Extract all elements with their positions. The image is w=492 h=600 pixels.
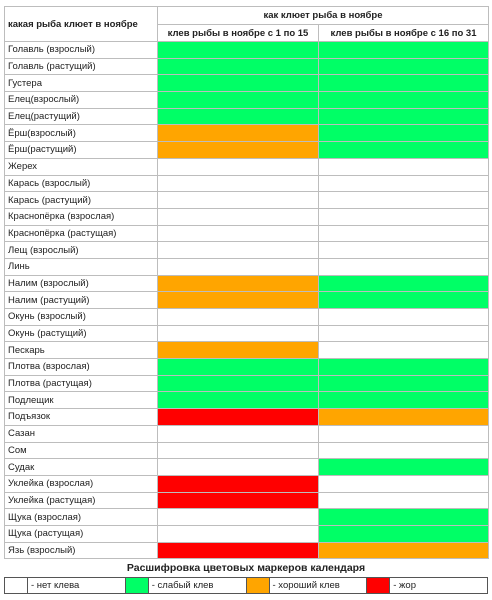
table-row xyxy=(5,258,489,275)
header-period-1: клев рыбы в ноябре с 1 по 15 xyxy=(158,25,319,42)
bite-cell-p1 xyxy=(158,359,319,376)
table-row xyxy=(5,509,489,526)
bite-cell-p2 xyxy=(319,142,489,159)
fish-name: Карась (взрослый) xyxy=(5,175,158,192)
fish-name: Подлещик xyxy=(5,392,158,409)
bite-cell-p2 xyxy=(319,58,489,75)
bite-cell-p2 xyxy=(319,75,489,92)
fish-name: Налим (растущий) xyxy=(5,292,158,309)
fish-name: Краснопёрка (растущая) xyxy=(5,225,158,242)
bite-cell-p1 xyxy=(158,309,319,326)
bite-cell-p1 xyxy=(158,158,319,175)
legend xyxy=(4,577,488,594)
bite-cell-p2 xyxy=(319,108,489,125)
bite-cell-p2 xyxy=(319,309,489,326)
bite-cell-p1 xyxy=(158,492,319,509)
table-row xyxy=(5,492,489,509)
bite-cell-p2 xyxy=(319,325,489,342)
bite-cell-p1 xyxy=(158,342,319,359)
fish-name: Ёрш(взрослый) xyxy=(5,125,158,142)
bite-cell-p2 xyxy=(319,275,489,292)
fish-name: Сазан xyxy=(5,425,158,442)
bite-cell-p2 xyxy=(319,475,489,492)
legend-label: - жор xyxy=(393,580,416,591)
bite-cell-p1 xyxy=(158,242,319,259)
bite-calendar-table xyxy=(4,6,489,559)
bite-cell-p1 xyxy=(158,409,319,426)
table-row xyxy=(5,425,489,442)
table-row xyxy=(5,108,489,125)
bite-cell-p1 xyxy=(158,509,319,526)
bite-cell-p1 xyxy=(158,292,319,309)
fish-name: Пескарь xyxy=(5,342,158,359)
bite-cell-p2 xyxy=(319,442,489,459)
bite-cell-p1 xyxy=(158,92,319,109)
bite-cell-p1 xyxy=(158,75,319,92)
bite-cell-p2 xyxy=(319,192,489,209)
fish-name: Карась (растущий) xyxy=(5,192,158,209)
bite-cell-p2 xyxy=(319,125,489,142)
bite-cell-p1 xyxy=(158,459,319,476)
bite-cell-p2 xyxy=(319,92,489,109)
bite-cell-p1 xyxy=(158,42,319,59)
bite-cell-p1 xyxy=(158,142,319,159)
fish-name: Окунь (взрослый) xyxy=(5,309,158,326)
fish-name: Щука (растущая) xyxy=(5,525,158,542)
table-body xyxy=(5,42,489,559)
header-top: как клюет рыба в ноябре xyxy=(158,7,489,25)
fish-name: Густера xyxy=(5,75,158,92)
table-row xyxy=(5,525,489,542)
fish-name: Подъязок xyxy=(5,409,158,426)
legend-item-zhor xyxy=(367,578,487,593)
table-row xyxy=(5,342,489,359)
table-row xyxy=(5,192,489,209)
fish-name: Линь xyxy=(5,258,158,275)
table-row xyxy=(5,92,489,109)
bite-cell-p1 xyxy=(158,325,319,342)
fish-name: Налим (взрослый) xyxy=(5,275,158,292)
bite-cell-p2 xyxy=(319,242,489,259)
fish-name: Щука (взрослая) xyxy=(5,509,158,526)
bite-cell-p2 xyxy=(319,509,489,526)
fish-name: Елец(растущий) xyxy=(5,108,158,125)
legend-swatch xyxy=(5,578,28,593)
fish-name: Елец(взрослый) xyxy=(5,92,158,109)
bite-cell-p2 xyxy=(319,175,489,192)
table-row xyxy=(5,542,489,559)
bite-cell-p1 xyxy=(158,125,319,142)
table-row xyxy=(5,175,489,192)
bite-cell-p1 xyxy=(158,475,319,492)
table-row xyxy=(5,275,489,292)
fish-name: Плотва (растущая) xyxy=(5,375,158,392)
bite-cell-p1 xyxy=(158,225,319,242)
fish-name: Язь (взрослый) xyxy=(5,542,158,559)
table-row xyxy=(5,225,489,242)
fish-name: Плотва (взрослая) xyxy=(5,359,158,376)
fish-name: Судак xyxy=(5,459,158,476)
table-row xyxy=(5,359,489,376)
bite-cell-p1 xyxy=(158,258,319,275)
table-row xyxy=(5,459,489,476)
fish-name: Сом xyxy=(5,442,158,459)
bite-cell-p1 xyxy=(158,108,319,125)
fish-name: Окунь (растущий) xyxy=(5,325,158,342)
bite-cell-p1 xyxy=(158,208,319,225)
legend-item-weak xyxy=(126,578,247,593)
fish-name: Ёрш(растущий) xyxy=(5,142,158,159)
bite-cell-p1 xyxy=(158,442,319,459)
bite-cell-p1 xyxy=(158,425,319,442)
header-period-2: клев рыбы в ноябре с 16 по 31 xyxy=(319,25,489,42)
bite-cell-p2 xyxy=(319,409,489,426)
bite-cell-p1 xyxy=(158,175,319,192)
bite-cell-p2 xyxy=(319,359,489,376)
table-row xyxy=(5,142,489,159)
table-row xyxy=(5,375,489,392)
legend-label: - хороший клев xyxy=(272,580,340,591)
bite-cell-p1 xyxy=(158,375,319,392)
table-row xyxy=(5,242,489,259)
legend-swatch xyxy=(247,578,270,593)
table-row xyxy=(5,125,489,142)
table-row xyxy=(5,409,489,426)
table-row xyxy=(5,292,489,309)
bite-cell-p2 xyxy=(319,542,489,559)
bite-cell-p2 xyxy=(319,525,489,542)
table-row xyxy=(5,325,489,342)
table-row xyxy=(5,42,489,59)
bite-cell-p1 xyxy=(158,525,319,542)
legend-title: Расшифровка цветовых маркеров календаря xyxy=(126,562,366,574)
fish-name: Краснопёрка (взрослая) xyxy=(5,208,158,225)
bite-cell-p2 xyxy=(319,425,489,442)
fish-name: Жерех xyxy=(5,158,158,175)
bite-cell-p2 xyxy=(319,292,489,309)
bite-cell-p2 xyxy=(319,258,489,275)
table-row xyxy=(5,208,489,225)
table-row xyxy=(5,158,489,175)
fish-name: Голавль (взрослый) xyxy=(5,42,158,59)
legend-item-none xyxy=(5,578,126,593)
bite-cell-p1 xyxy=(158,392,319,409)
bite-cell-p1 xyxy=(158,192,319,209)
bite-cell-p1 xyxy=(158,58,319,75)
bite-cell-p2 xyxy=(319,208,489,225)
bite-cell-p2 xyxy=(319,375,489,392)
fish-name: Голавль (растущий) xyxy=(5,58,158,75)
fish-name: Уклейка (взрослая) xyxy=(5,475,158,492)
header-fish: какая рыба клюет в ноябре xyxy=(5,7,158,42)
table-row xyxy=(5,309,489,326)
bite-cell-p2 xyxy=(319,158,489,175)
legend-label: - слабый клев xyxy=(151,580,214,591)
bite-cell-p2 xyxy=(319,492,489,509)
bite-cell-p1 xyxy=(158,275,319,292)
table-row xyxy=(5,475,489,492)
bite-cell-p2 xyxy=(319,42,489,59)
legend-label: - нет клева xyxy=(31,580,80,591)
bite-cell-p2 xyxy=(319,225,489,242)
bite-cell-p2 xyxy=(319,342,489,359)
legend-swatch xyxy=(126,578,149,593)
fish-name: Уклейка (растущая) xyxy=(5,492,158,509)
table-row xyxy=(5,75,489,92)
table-row xyxy=(5,392,489,409)
bite-cell-p2 xyxy=(319,459,489,476)
legend-swatch xyxy=(367,578,390,593)
table-row xyxy=(5,58,489,75)
bite-cell-p1 xyxy=(158,542,319,559)
table-row xyxy=(5,442,489,459)
fish-name: Лещ (взрослый) xyxy=(5,242,158,259)
legend-item-good xyxy=(247,578,368,593)
bite-cell-p2 xyxy=(319,392,489,409)
